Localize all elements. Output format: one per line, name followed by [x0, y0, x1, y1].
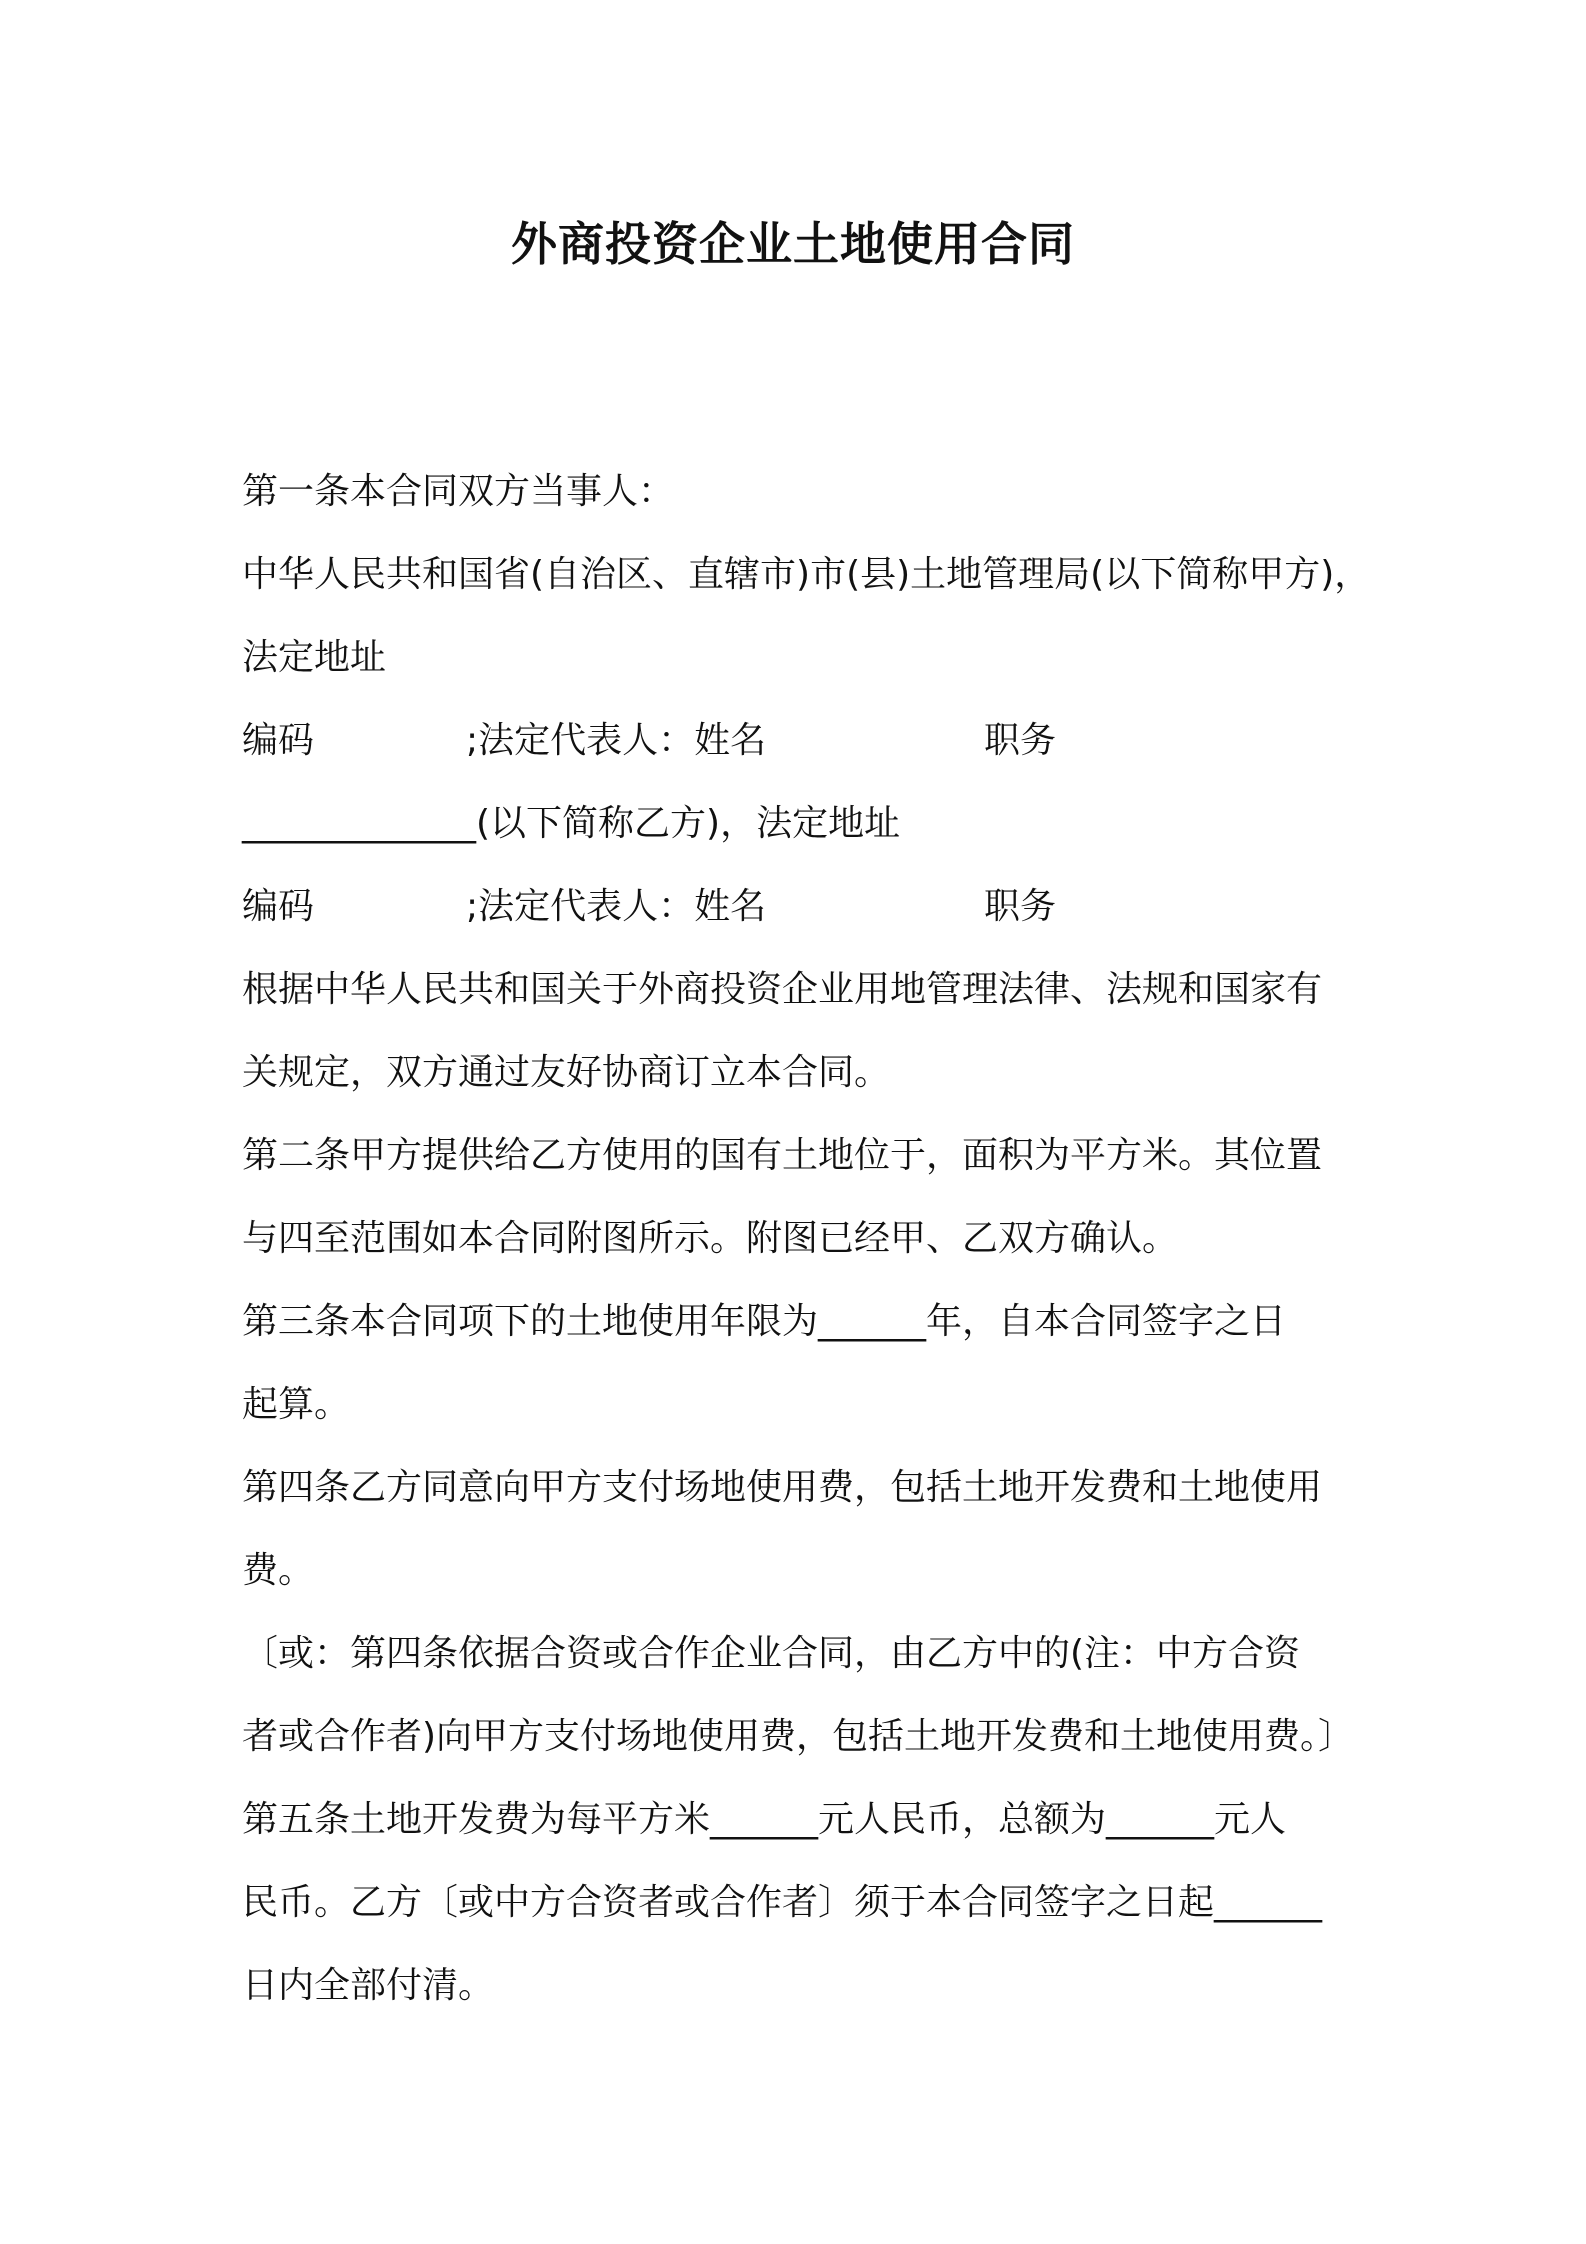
clause-5-line-1: 第五条土地开发费为每平方米______元人民币，总额为______元人 [242, 1799, 1287, 1840]
clause-4-alt-line-1: 〔或：第四条依据合资或合作企业合同，由乙方中的(注：中方合资 [242, 1633, 1301, 1674]
party-a-fields-row [242, 699, 1352, 782]
clause-5-line-3: 日内全部付清。 [242, 1965, 495, 2006]
basis-paragraph-line-2: 关规定，双方通过友好协商订立本合同。 [242, 1052, 891, 1093]
basis-paragraph-line-1: 根据中华人民共和国关于外商投资企业用地管理法律、法规和国家有 [242, 969, 1323, 1010]
party-b-name-line: _____________(以下简称乙方)，法定地址 [242, 803, 901, 844]
document-body [242, 450, 1371, 2027]
clause-4-alt-line-2: 者或合作者)向甲方支付场地使用费，包括土地开发费和土地使用费。〕 [242, 1716, 1355, 1757]
clause-3-line-1: 第三条本合同项下的土地使用年限为______年，自本合同签字之日 [242, 1301, 1287, 1342]
clause-2-line-1: 第二条甲方提供给乙方使用的国有土地位于，面积为平方米。其位置 [242, 1135, 1323, 1176]
clause-4-line-2: 费。 [242, 1550, 315, 1591]
party-b-rep-label: ;法定代表人：姓名 [466, 886, 767, 927]
party-a-address-label: 法定地址 [242, 637, 387, 678]
clause-2-line-2: 与四至范围如本合同附图所示。附图已经甲、乙双方确认。 [242, 1218, 1179, 1259]
clause-5-line-2: 民币。乙方〔或中方合资者或合作者〕须于本合同签字之日起______ [242, 1882, 1323, 1923]
party-a-code-label: 编码 [242, 720, 315, 761]
party-b-position-label: 职务 [984, 886, 1057, 927]
clause-4-line-1: 第四条乙方同意向甲方支付场地使用费，包括土地开发费和土地使用 [242, 1467, 1323, 1508]
party-a-name-line: 中华人民共和国省(自治区、直辖市)市(县)土地管理局(以下简称甲方)， [242, 554, 1371, 595]
party-b-code-label: 编码 [242, 886, 315, 927]
clause-1-heading: 第一条本合同双方当事人： [242, 471, 675, 512]
party-b-fields-row [242, 865, 1352, 948]
document-title: 外商投资企业土地使用合同 [511, 217, 1075, 271]
party-a-position-label: 职务 [984, 720, 1057, 761]
party-a-rep-label: ;法定代表人：姓名 [466, 720, 767, 761]
clause-3-line-2: 起算。 [242, 1384, 351, 1425]
